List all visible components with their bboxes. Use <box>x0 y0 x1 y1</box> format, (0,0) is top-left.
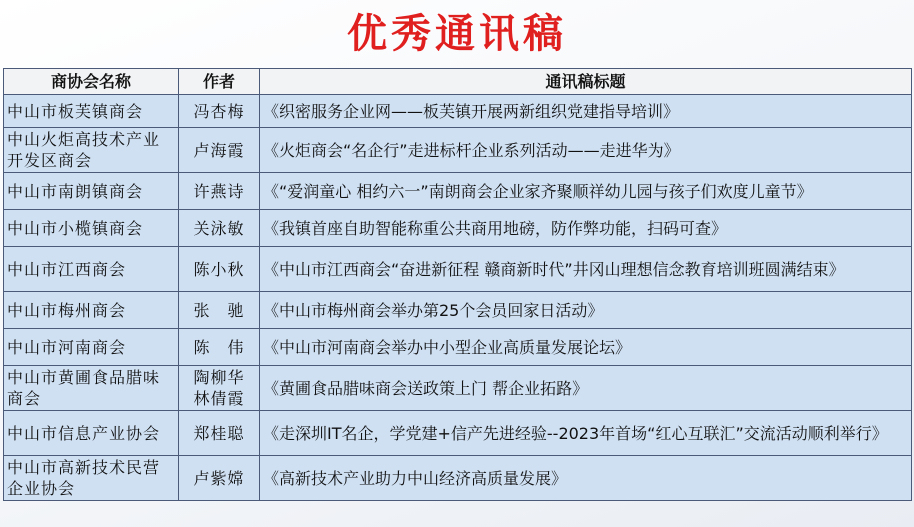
article-title-cell: 《火炬商会“名企行”走进标杆企业系列活动——走进华为》 <box>260 128 912 173</box>
table-row <box>4 247 912 292</box>
header-author: 作者 <box>179 69 260 95</box>
article-title-cell: 《走深圳IT名企，学党建+信产先进经验--2023年首场“红心互联汇”交流活动顺利举行》 <box>260 411 912 456</box>
article-title-cell: 《黄圃食品腊味商会送政策上门 帮企业拓路》 <box>260 366 912 411</box>
author-cell: 卢紫嫦 <box>179 456 260 501</box>
association-cell: 中山市河南商会 <box>4 329 179 366</box>
article-title-cell: 《织密服务企业网——板芙镇开展两新组织党建指导培训》 <box>260 95 912 128</box>
header-association: 商协会名称 <box>4 69 179 95</box>
association-cell: 中山市江西商会 <box>4 247 179 292</box>
table-row <box>4 456 912 501</box>
newsletter-table <box>3 68 912 501</box>
author-cell: 关泳敏 <box>179 210 260 247</box>
author-cell: 张 驰 <box>179 292 260 329</box>
table-row <box>4 366 912 411</box>
article-title-cell: 《我镇首座自助智能称重公共商用地磅，防作弊功能，扫码可查》 <box>260 210 912 247</box>
article-title-cell: 《“爱润童心 相约六一”南朗商会企业家齐聚顺祥幼儿园与孩子们欢度儿童节》 <box>260 173 912 210</box>
table-row <box>4 329 912 366</box>
table-row <box>4 210 912 247</box>
header-article-title: 通讯稿标题 <box>260 69 912 95</box>
association-cell: 中山火炬高技术产业开发区商会 <box>4 128 179 173</box>
association-cell: 中山市南朗镇商会 <box>4 173 179 210</box>
association-cell: 中山市梅州商会 <box>4 292 179 329</box>
author-cell: 陶柳华 林倩霞 <box>179 366 260 411</box>
article-title-cell: 《中山市梅州商会举办第25个会员回家日活动》 <box>260 292 912 329</box>
article-title-cell: 《高新技术产业助力中山经济高质量发展》 <box>260 456 912 501</box>
author-cell: 陈 伟 <box>179 329 260 366</box>
table-row <box>4 411 912 456</box>
association-cell: 中山市黄圃食品腊味商会 <box>4 366 179 411</box>
author-cell: 陈小秋 <box>179 247 260 292</box>
author-cell: 许燕诗 <box>179 173 260 210</box>
association-cell: 中山市信息产业协会 <box>4 411 179 456</box>
article-title-cell: 《中山市江西商会“奋进新征程 赣商新时代”井冈山理想信念教育培训班圆满结束》 <box>260 247 912 292</box>
association-cell: 中山市板芙镇商会 <box>4 95 179 128</box>
author-cell: 冯杏梅 <box>179 95 260 128</box>
article-title-cell: 《中山市河南商会举办中小型企业高质量发展论坛》 <box>260 329 912 366</box>
association-cell: 中山市高新技术民营企业协会 <box>4 456 179 501</box>
table-row <box>4 173 912 210</box>
author-cell: 郑桂聪 <box>179 411 260 456</box>
association-cell: 中山市小榄镇商会 <box>4 210 179 247</box>
table-row <box>4 95 912 128</box>
table-header-row <box>4 69 912 95</box>
table-row <box>4 128 912 173</box>
author-cell: 卢海霞 <box>179 128 260 173</box>
table-row <box>4 292 912 329</box>
page-title: 优秀通讯稿 <box>347 11 567 57</box>
